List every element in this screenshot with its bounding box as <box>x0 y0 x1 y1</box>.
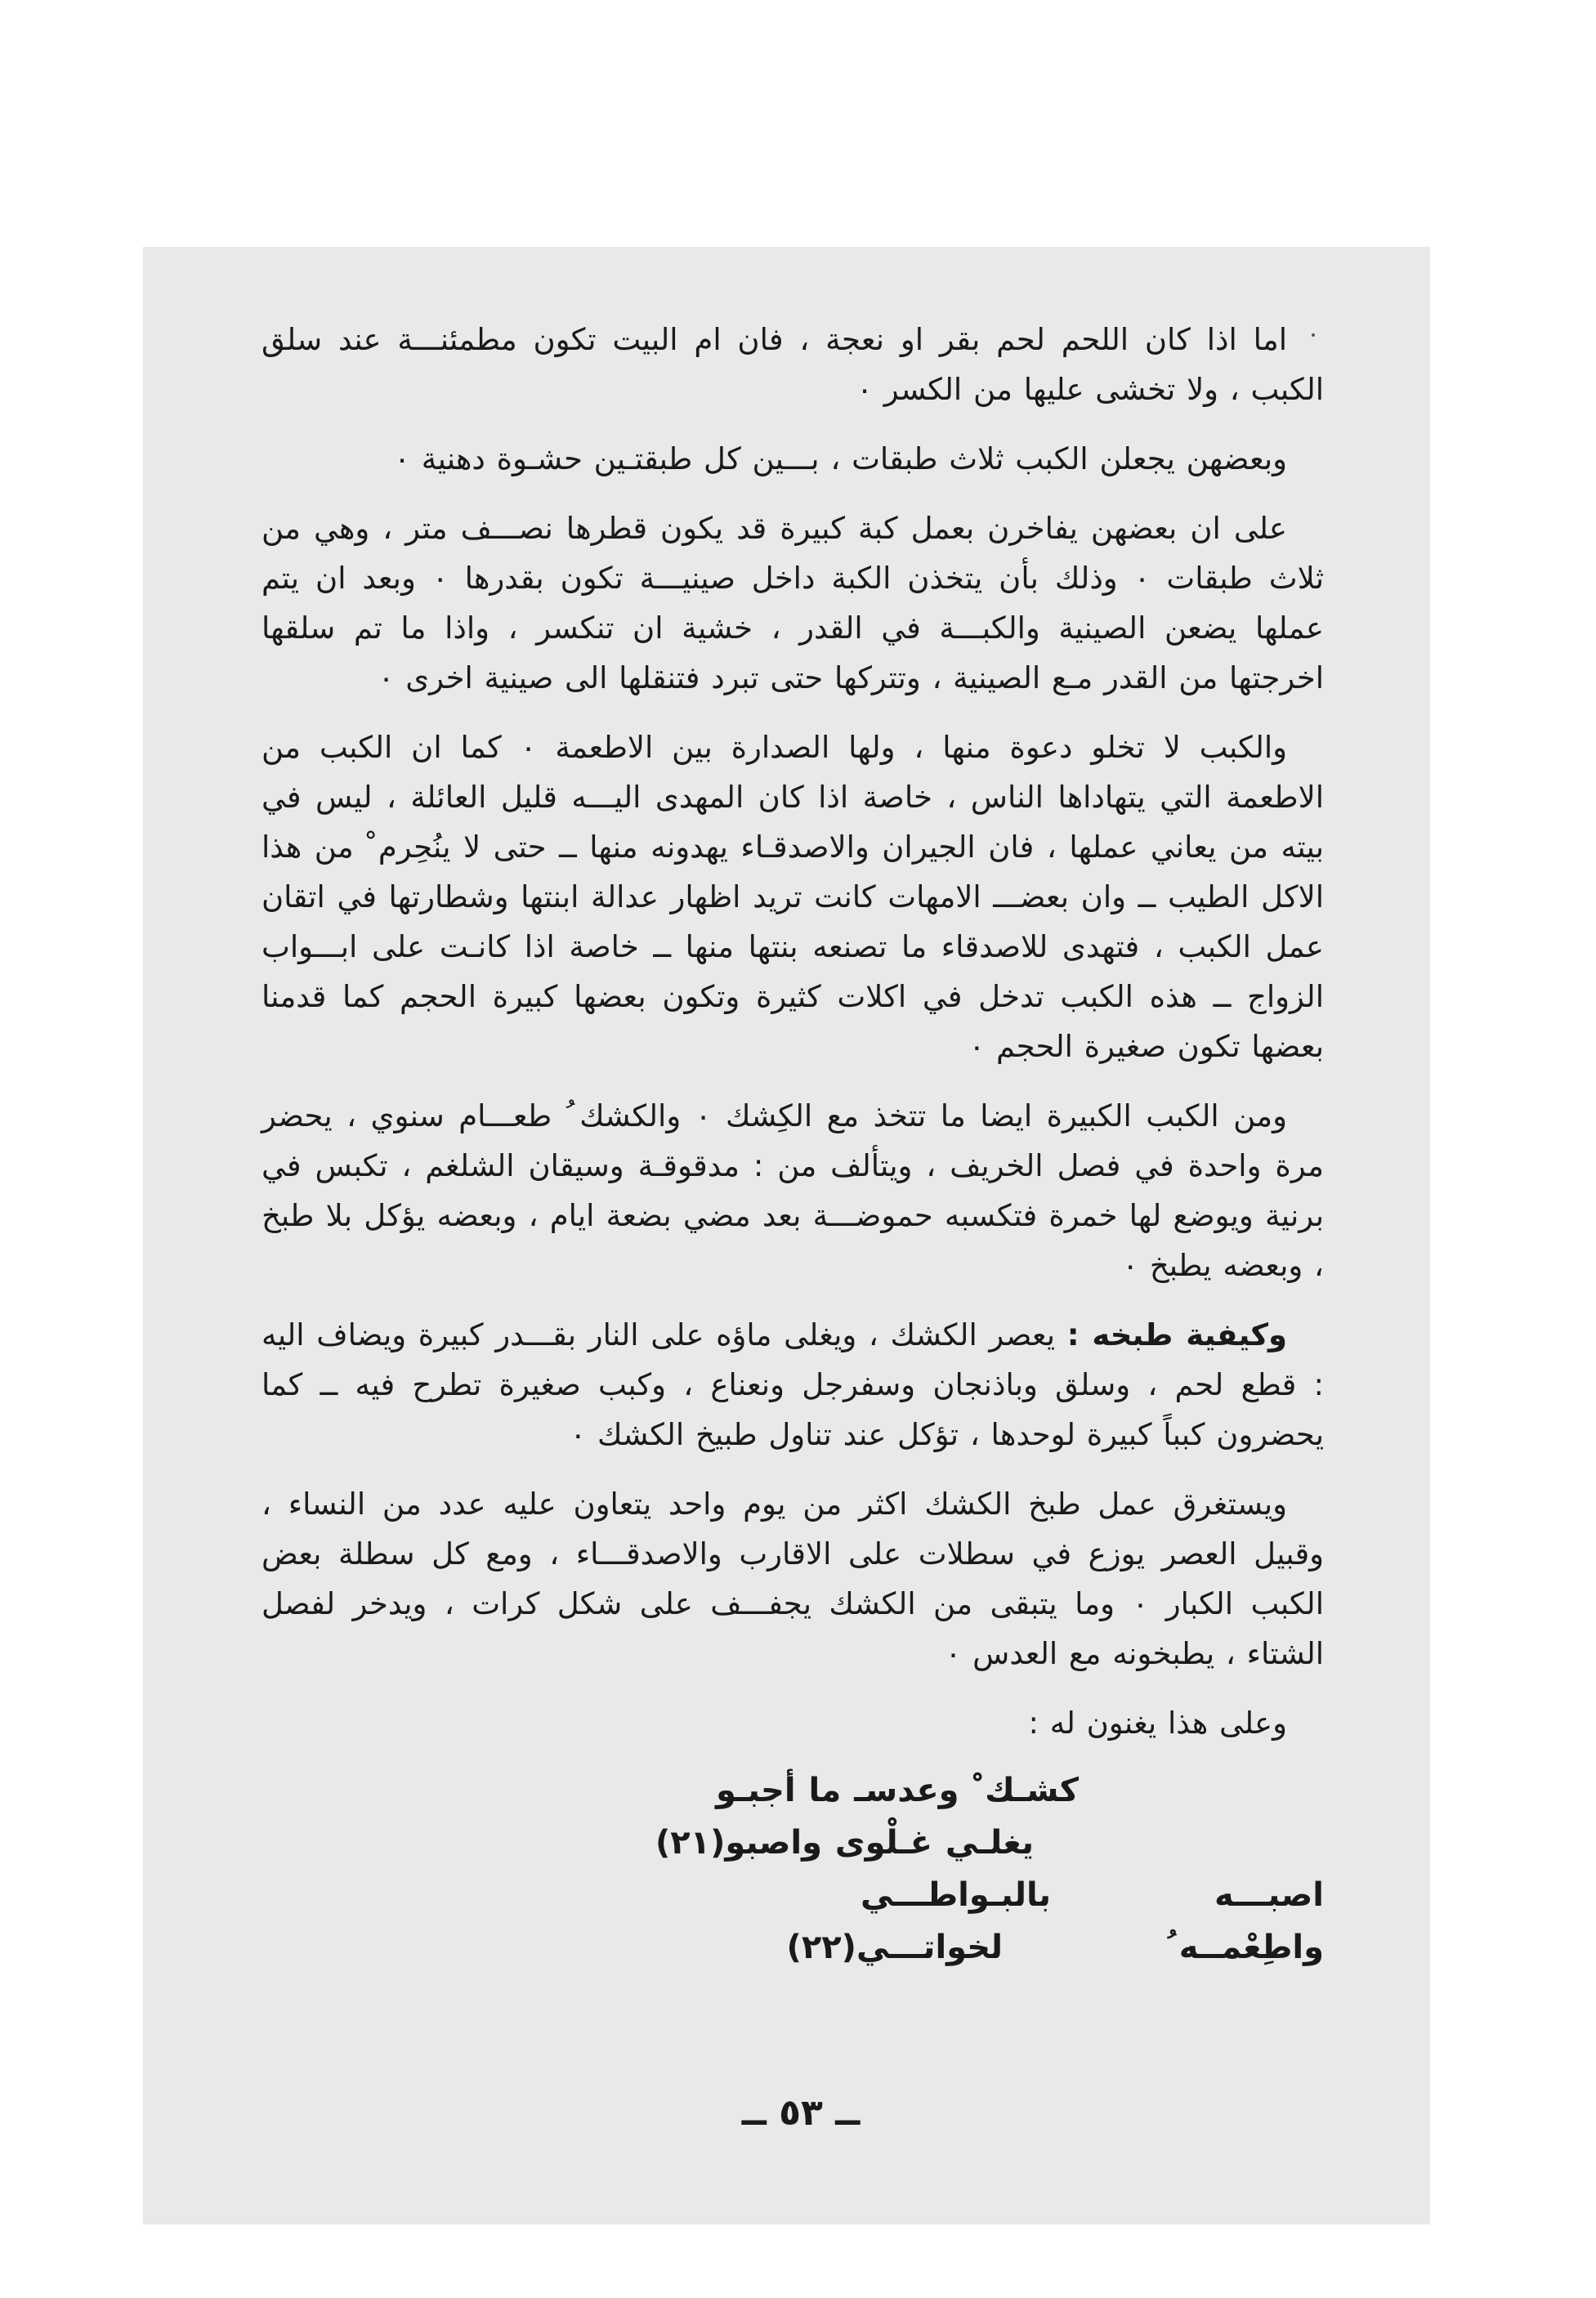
paragraph-4: والكبب لا تخلو دعوة منها ، ولها الصدارة بين الاطعمة ٠ كما ان الكبب من الاطعمة التي يتهاداها الناس ، خاصة اذا كان المهدى اليـــه قليل العائلة ، ليس في بيته من يعاني عملها ، فان الجيران والاصدقـاء يهدونه منها ــ حتى لا ينُحِرم ْ من هذا الاكل الطيب ــ وان بعضـــ الامهات كانت تريد اظهار عدالة ابنتها وشطارتها في اتقان عمل الكبب ، فتهدى للاصدقاء ما تصنعه بنتها منها ــ خاصة اذا كانـت على ابـــواب الزواج ــ هذه الكبب تدخل في اكلات كثيرة وتكون بعضها كبيرة الحجم كما قدمنا بعضها تكون صغيرة الحجم ٠ <box>262 730 1324 1064</box>
paragraph-1: اما اذا كان اللحم لحم بقر او نعجة ، فان ام البيت تكون مطمئنـــة عند سلق الكبب ، ولا تخشى عليها من الكسر ٠ <box>262 322 1324 407</box>
song-line-4-left: لخواتـــي(٢٢) <box>786 1929 1004 1966</box>
paragraph-3: على ان بعضهن يفاخرن بعمل كبة كبيرة قد يكون قطرها نصـــف متر ، وهي من ثلاث طبقات ٠ وذلك بأن يتخذن الكبة داخل صينيـــة تكون بقدرها ٠ وبعد ان يتم عملها يضعن الصينية والكبـــة في القدر ، خشية ان تنكسر ، واذا ما تم سلقها اخرجتها من القدر مـع الصينية ، وتتركها حتى تبرد فتنقلها الى صينية اخرى ٠ <box>262 511 1324 695</box>
song-line-3 <box>262 1869 1324 1921</box>
song-line-1: كشـك ْ وعدسـ ما أجبـو <box>715 1772 1079 1809</box>
song-line-2: يغلـي غـلْوى واصبو(٢١) <box>655 1824 1034 1862</box>
closing-paragraph: ويستغرق عمل طبخ الكشك اكثر من يوم واحد يتعاون عليه عدد من النساء ، وقبيل العصر يوزع في سطلات على الاقارب والاصدقـــاء ، ومع كل سطلة بعض الكبب الكبار ٠ وما يتبقى من الكشك يجفـــف على شكل كرات ، ويدخر لفصل الشتاء ، يطبخونه مع العدس ٠ <box>262 1487 1324 1671</box>
paragraph-2: وبعضهن يجعلن الكبب ثلاث طبقات ، بـــين كل طبقتـين حشـوة دهنية ٠ <box>394 441 1287 476</box>
recipe-text: يعصر الكشك ، ويغلى ماؤه على النار بقـــدر كبيرة ويضاف اليه : قطع لحم ، وسلق وباذنجان وسفرجل ونعناع ، وكبب صغيرة تطرح فيه ــ كما يحضرون كبباً كبيرة لوحدها ، تؤكل عند تناول طبيخ الكشك ٠ <box>262 1317 1324 1452</box>
paragraph-5: ومن الكبب الكبيرة ايضا ما تتخذ مع الكِشك ٠ والكشك ُ طعـــام سنوي ، يحضر مرة واحدة في فصل الخريف ، ويتألف من : مدقوقـة وسيقان الشلغم ، تكبس في برنية ويوضع لها خمرة فتكسبه حموضـــة بعد مضي بضعة ايام ، وبعضه يؤكل بلا طبخ ، وبعضه يطبخ ٠ <box>262 1098 1324 1283</box>
song-intro: وعلى هذا يغنون له : <box>1028 1706 1287 1741</box>
song-line-4-right: واطِعْمــه ُ <box>1166 1929 1324 1966</box>
folk-song <box>262 1764 1324 1974</box>
song-line-3-right: اصبـــه <box>1214 1876 1324 1914</box>
body-text <box>262 315 1324 1974</box>
recipe-paragraph <box>262 1310 1324 1460</box>
song-line-4 <box>262 1921 1324 1974</box>
page-number: ــ ٥٣ ــ <box>741 2092 861 2134</box>
recipe-heading: وكيفية طبخه : <box>1066 1317 1287 1352</box>
song-line-3-left: بالبـواطـــي <box>861 1876 1052 1914</box>
